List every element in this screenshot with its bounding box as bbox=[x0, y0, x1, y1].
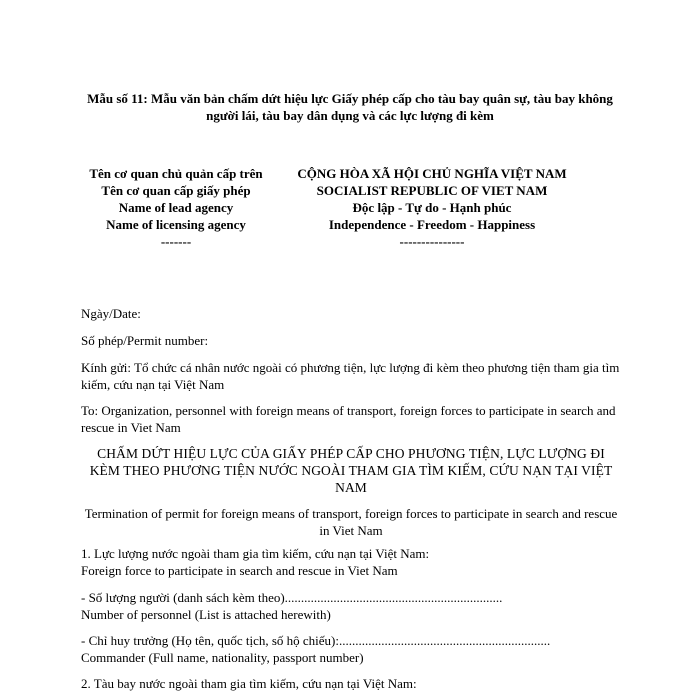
form-title: Mẫu số 11: Mẫu văn bản chấm dứt hiệu lực Giấy phép cấp cho tàu bay quân sự, tàu bay không người lái, tàu bay dân dụng và các lực lượng đi kèm bbox=[87, 91, 613, 123]
item1-en: Foreign force to participate in search and rescue in Viet Nam bbox=[81, 563, 398, 578]
document-heading-vi: CHẤM DỨT HIỆU LỰC CỦA GIẤY PHÉP CẤP CHO PHƯƠNG TIỆN, LỰC LƯỢNG ĐI KÈM THEO PHƯƠNG TIỆN NƯỚC NGOÀI THAM GIA TÌM KIẾM, CỨU NẠN TẠI VIỆT NAM bbox=[89, 446, 613, 495]
personnel-count-vi: - Số lượng người (danh sách kèm theo)................................................................... bbox=[81, 590, 503, 605]
agency-licensing-en: Name of licensing agency bbox=[106, 217, 246, 232]
motto-en: Independence - Freedom - Happiness bbox=[328, 217, 536, 232]
item2-vi: 2. Tàu bay nước ngoài tham gia tìm kiếm, cứu nạn tại Việt Nam: bbox=[81, 676, 417, 691]
agency-rule: ------- bbox=[160, 234, 192, 249]
motto-vi: Độc lập - Tự do - Hạnh phúc bbox=[352, 200, 512, 215]
item1-vi: 1. Lực lượng nước ngoài tham gia tìm kiếm, cứu nạn tại Việt Nam: bbox=[81, 546, 430, 561]
nation-header bbox=[282, 165, 582, 250]
nation-name-en: SOCIALIST REPUBLIC OF VIET NAM bbox=[316, 183, 548, 198]
agency-block bbox=[88, 165, 264, 250]
recipient-vi: Kính gửi: Tổ chức cá nhân nước ngoài có phương tiện, lực lượng đi kèm theo phương tiện tham gia tìm kiếm, cứu nạn tại Việt Nam bbox=[81, 360, 620, 392]
agency-parent-vi: Tên cơ quan chủ quản cấp trên bbox=[89, 166, 263, 181]
agency-licensing-vi: Tên cơ quan cấp giấy phép bbox=[101, 183, 251, 198]
permit-number-label: Số phép/Permit number: bbox=[81, 333, 209, 348]
nation-rule: --------------- bbox=[399, 234, 465, 249]
document-heading-en: Termination of permit for foreign means of transport, foreign forces to participate in search and rescue in Viet Nam bbox=[84, 506, 618, 538]
agency-parent-en: Name of lead agency bbox=[118, 200, 234, 215]
recipient-en: To: Organization, personnel with foreign means of transport, foreign forces to participate in search and rescue in Viet Nam bbox=[81, 403, 616, 435]
date-label: Ngày/Date: bbox=[81, 306, 141, 321]
commander-vi: - Chỉ huy trưởng (Họ tên, quốc tịch, số hộ chiếu):................................................................. bbox=[81, 633, 551, 648]
personnel-count-en: Number of personnel (List is attached herewith) bbox=[81, 607, 331, 622]
nation-name-vi: CỘNG HÒA XÃ HỘI CHỦ NGHĨA VIỆT NAM bbox=[297, 166, 567, 181]
commander-en: Commander (Full name, nationality, passport number) bbox=[81, 650, 364, 665]
